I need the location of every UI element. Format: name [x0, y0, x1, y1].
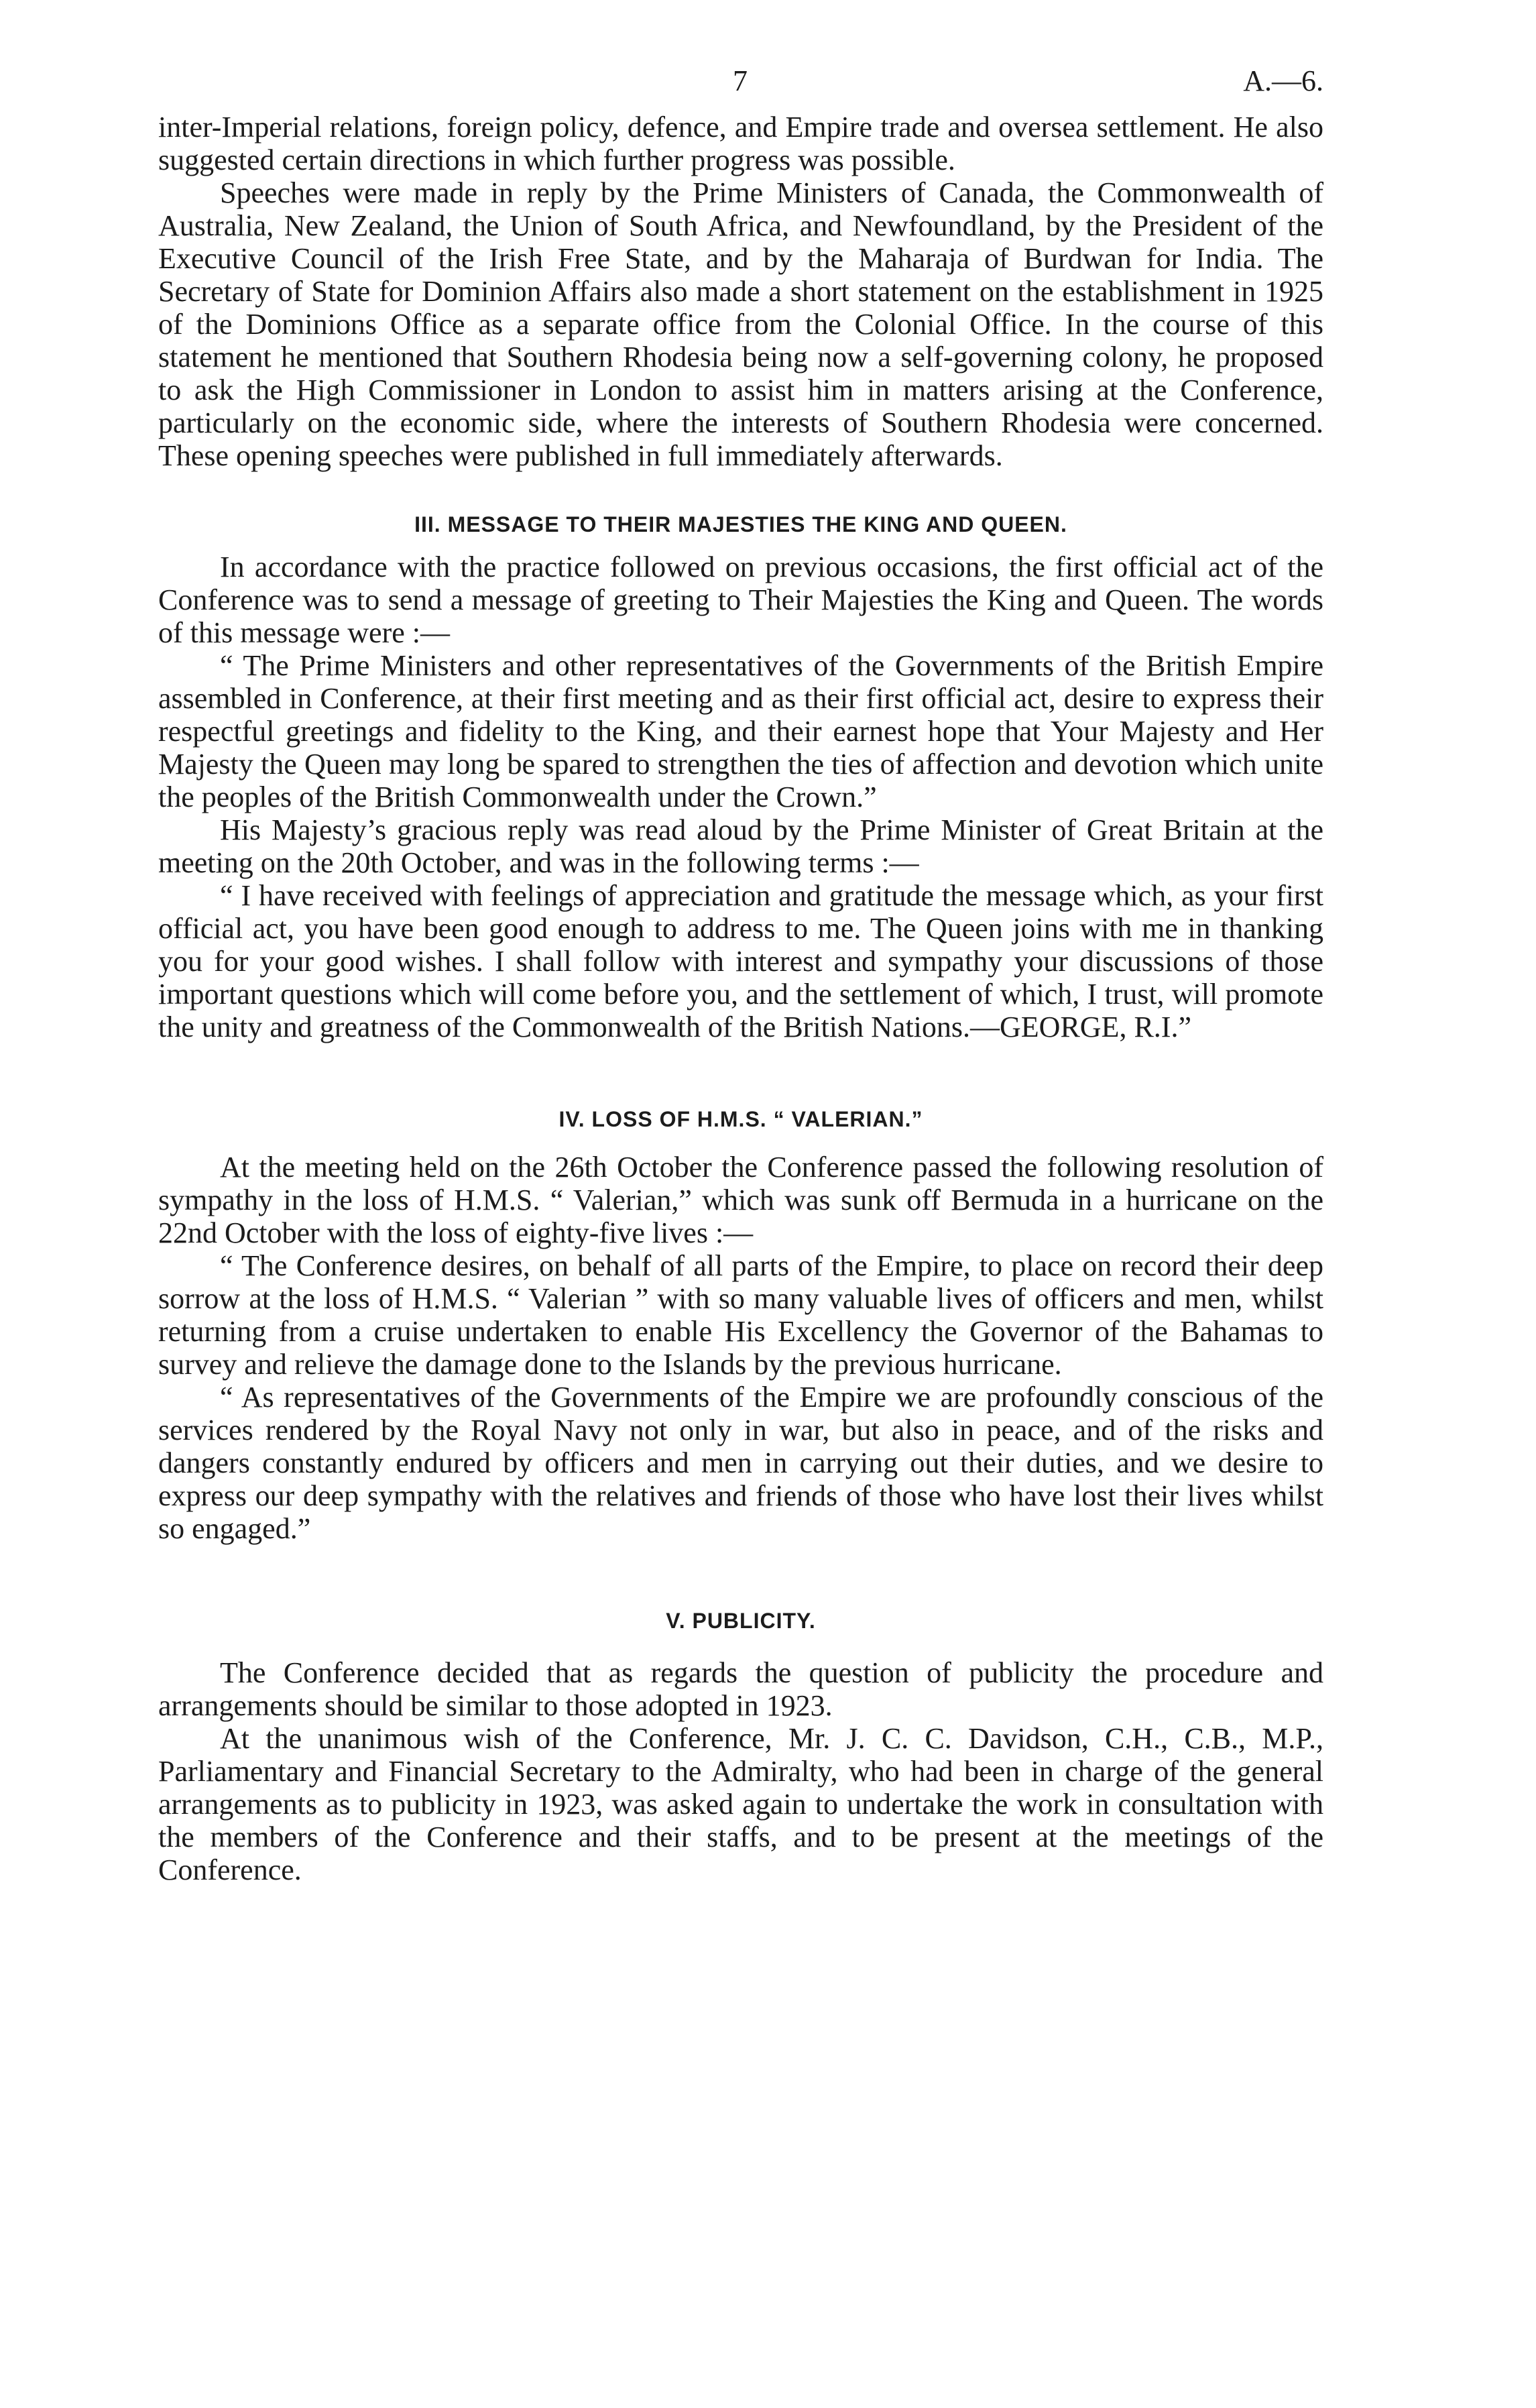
document-reference: A.—6. [1243, 64, 1323, 97]
valerian-quote-1: “ The Conference desires, on behalf of all parts of the Empire, to place on record their deep sorrow at the loss of H.M.S. “ Valerian ” with so many valuable lives of officers and men, whilst returning from a cruise undertaken to enable His Excellency the Governor of the Bahamas to survey and relieve the damage done to the Islands by the previous hurricane. [158, 1249, 1323, 1381]
publicity-paragraph-2: At the unanimous wish of the Conference, Mr. J. C. C. Davidson, C.H., C.B., M.P., Parliamentary and Financial Secretary to the Admiralty, who had been in charge of the general arrangements as to publicity in 1923, was asked again to undertake the work in consultation with the members of the Conference and their staffs, and to be present at the meetings of the Conference. [158, 1722, 1323, 1886]
section-heading-message: III. MESSAGE TO THEIR MAJESTIES THE KING AND QUEEN. [414, 512, 1067, 536]
page-header [158, 64, 1323, 111]
message-paragraph-1: In accordance with the practice followed on previous occasions, the first official act of the Conference was to send a message of greeting to Their Majesties the King and Queen. The words of this message were :— [158, 551, 1323, 649]
document-page [158, 64, 1323, 1886]
valerian-paragraph-1: At the meeting held on the 26th October the Conference passed the following resolution of sympathy in the loss of H.M.S. “ Valerian,” which was sunk off Bermuda in a hurricane on the 22nd October with the loss of eighty-five lives :— [158, 1151, 1323, 1249]
valerian-quote-2: “ As representatives of the Governments of the Empire we are profoundly conscious of the services rendered by the Royal Navy not only in war, but also in peace, and of the risks and dangers constantly endured by officers and men in carrying out their duties, and we desire to express our deep sympathy with the relatives and friends of those who have lost their lives whilst so engaged.” [158, 1381, 1323, 1545]
intro-paragraph-speeches: Speeches were made in reply by the Prime Ministers of Canada, the Commonwealth of Australia, New Zealand, the Union of South Africa, and Newfoundland, by the President of the Executive Council of the Irish Free State, and by the Maharaja of Burdwan for India. The Secretary of State for Dominion Affairs also made a short statement on the establishment in 1925 of the Dominions Office as a separate office from the Colonial Office. In the course of this statement he mentioned that Southern Rhodesia being now a self-governing colony, he proposed to ask the High Commissioner in London to assist him in matters arising at the Conference, particularly on the economic side, where the interests of Southern Rhodesia were concerned. These opening speeches were published in full immediately afterwards. [158, 176, 1323, 472]
message-quote-greeting: “ The Prime Ministers and other representatives of the Governments of the British Empire assembled in Conference, at their first meeting and as their first official act, desire to express their respectful greetings and fidelity to the King, and their earnest hope that Your Majesty and Her Majesty the Queen may long be spared to strengthen the ties of affection and devotion which unite the peoples of the British Commonwealth under the Crown.” [158, 649, 1323, 813]
section-heading-valerian: IV. LOSS OF H.M.S. “ VALERIAN.” [558, 1107, 923, 1131]
publicity-paragraph-1: The Conference decided that as regards the question of publicity the procedure and arrangements should be similar to those adopted in 1923. [158, 1656, 1323, 1722]
message-quote-king-reply: “ I have received with feelings of appreciation and gratitude the message which, as your first official act, you have been good enough to address to me. The Queen joins with me in thanking you for your good wishes. I shall follow with interest and sympathy your discussions of those important questions which will come before you, and the settlement of which, I trust, will promote the unity and greatness of the Commonwealth of the British Nations.—GEORGE, R.I.” [158, 879, 1323, 1043]
intro-paragraph-continued: inter-Imperial relations, foreign policy, defence, and Empire trade and oversea settlement. He also suggested certain directions in which further progress was possible. [158, 111, 1323, 176]
page-number: 7 [733, 64, 748, 97]
message-paragraph-reply-intro: His Majesty’s gracious reply was read aloud by the Prime Minister of Great Britain at the meeting on the 20th October, and was in the following terms :— [158, 813, 1323, 879]
section-heading-publicity: V. PUBLICITY. [666, 1609, 816, 1633]
